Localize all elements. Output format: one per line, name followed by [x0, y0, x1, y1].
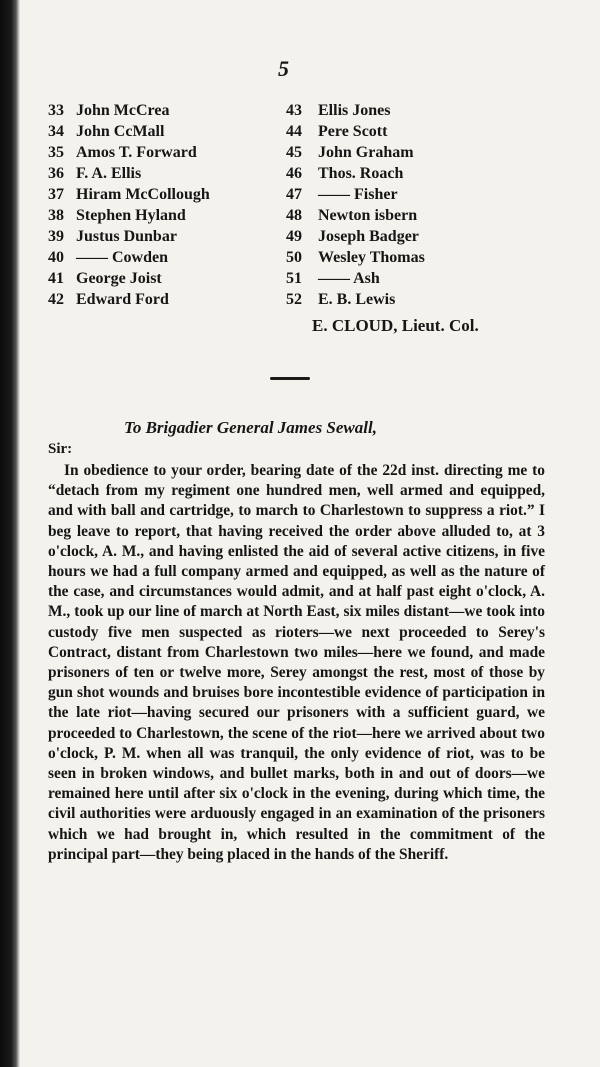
roster-entry: [286, 268, 425, 289]
roster-number: 39: [48, 228, 64, 245]
roster-name: John McCrea: [76, 102, 170, 119]
roster-entry: [48, 163, 210, 184]
roster-number: 34: [48, 123, 64, 140]
roster-entry: [286, 121, 425, 142]
roster-name: Joseph Badger: [318, 228, 419, 245]
roster-number: 48: [286, 207, 302, 224]
roster-name: John CcMall: [76, 123, 165, 140]
roster-name: Ellis Jones: [318, 102, 391, 119]
roster-entry: [286, 205, 425, 226]
roster-entry: [48, 226, 210, 247]
roster-name: George Joist: [76, 270, 162, 287]
roster-entry: [48, 100, 210, 121]
roster-entry: [286, 100, 425, 121]
roster-entry: [286, 247, 425, 268]
roster-number: 46: [286, 165, 302, 182]
roster-name: Justus Dunbar: [76, 228, 177, 245]
roster-entry: [48, 205, 210, 226]
roster-entry: [48, 184, 210, 205]
roster-name: Thos. Roach: [318, 165, 404, 182]
roster-number: 49: [286, 228, 302, 245]
roster-column-right: [286, 100, 425, 310]
roster-number: 37: [48, 186, 64, 203]
letter-body: In obedience to your order, bearing date of the 22d inst. directing me to “detach from my regiment one hundred men, well armed and equipped, and with ball and cartridge, to march to Charlestown to suppress a riot.” I beg leave to report, that having received the order above alluded to, at 3 o'clock, A. M., and having enlisted the aid of several active citizens, in five hours we had a full company armed and equipped, as well as the nature of the case, and circumstances would admit, and at half past eight o'clock, A. M., took up our line of march at North East, six miles distant—we took into custody five men suspected as rioters—we next proceeded to Serey's Contract, distant from Charlestown two miles—here we found, and made prisoners of ten or twelve more, Serey amongst the rest, most of those by gun shot wounds and bruises bore incontestible evidence of participation in the late riot—having secured our prisoners with a sufficient guard, we proceeded to Charlestown, the scene of the riot—here we arrived about two o'clock, P. M. when all was tranquil, the only evidence of riot, was to be seen in broken windows, and bullet marks, both in and out of doors—we remained here until after six o'clock in the evening, during which time, the civil authorities were arduously engaged in an examination of the prisoners which we had brought in, which resulted in the commitment of the principal part—they being placed in the hands of the Sheriff.: [48, 462, 545, 863]
roster-name: Newton isbern: [318, 207, 418, 224]
roster-name: F. A. Ellis: [76, 165, 142, 182]
roster-entry: [286, 226, 425, 247]
roster-name: Hiram McCollough: [76, 186, 210, 203]
signature: E. CLOUD, Lieut. Col.: [312, 316, 479, 335]
letter-addressee: To Brigadier General James Sewall,: [124, 418, 377, 437]
roster-name: —— Cowden: [76, 249, 169, 266]
roster-number: 40: [48, 249, 64, 266]
roster-number: 47: [286, 186, 302, 203]
roster-entry: [286, 142, 425, 163]
roster-name: Stephen Hyland: [76, 207, 186, 224]
roster-number: 41: [48, 270, 64, 287]
roster-number: 52: [286, 291, 302, 308]
roster-entry: [48, 289, 210, 310]
letter-salutation: Sir:: [48, 441, 73, 457]
roster-number: 36: [48, 165, 64, 182]
roster-entry: [286, 184, 425, 205]
roster-name: —— Ash: [318, 270, 380, 287]
muster-roster: [0, 100, 600, 312]
roster-name: Wesley Thomas: [318, 249, 425, 266]
page-number: 5: [278, 56, 289, 81]
roster-number: 38: [48, 207, 64, 224]
roster-entry: [286, 289, 425, 310]
roster-entry: [48, 142, 210, 163]
roster-name: Edward Ford: [76, 291, 169, 308]
roster-number: 43: [286, 102, 302, 119]
roster-number: 45: [286, 144, 302, 161]
roster-number: 33: [48, 102, 64, 119]
roster-number: 50: [286, 249, 302, 266]
roster-entry: [286, 163, 425, 184]
roster-number: 42: [48, 291, 64, 308]
roster-name: E. B. Lewis: [318, 291, 396, 308]
roster-entry: [48, 268, 210, 289]
roster-name: Amos T. Forward: [76, 144, 197, 161]
roster-column-left: [48, 100, 210, 310]
roster-name: —— Fisher: [318, 186, 398, 203]
section-divider: [270, 377, 310, 380]
roster-number: 44: [286, 123, 302, 140]
roster-number: 51: [286, 270, 302, 287]
roster-entry: [48, 121, 210, 142]
roster-name: Pere Scott: [318, 123, 388, 140]
roster-name: John Graham: [318, 144, 414, 161]
roster-number: 35: [48, 144, 64, 161]
roster-entry: [48, 247, 210, 268]
